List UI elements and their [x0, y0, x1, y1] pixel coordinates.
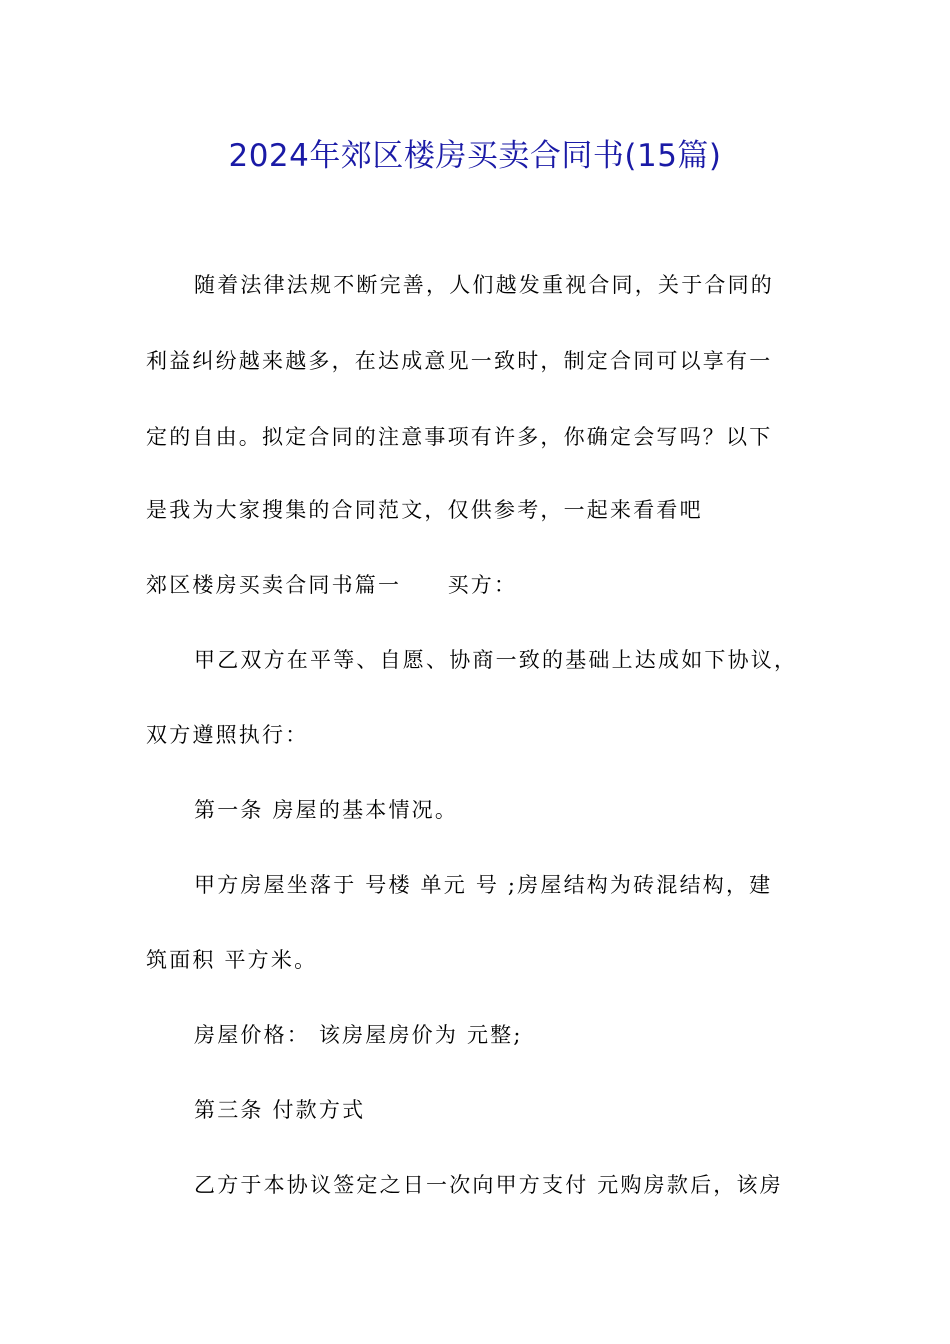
- article-1-heading: 第一条 房屋的基本情况。: [194, 798, 459, 822]
- intro-line-2: 利益纠纷越来越多，在达成意见一致时，制定合同可以享有一: [146, 349, 773, 373]
- section-heading-line: 郊区楼房买卖合同书篇一 买方：: [146, 573, 518, 597]
- intro-line-3: 定的自由。拟定合同的注意事项有许多，你确定会写吗？以下: [146, 425, 773, 449]
- agreement-line-2: 双方遵照执行：: [146, 723, 309, 747]
- intro-line-4: 是我为大家搜集的合同范文，仅供参考，一起来看看吧: [146, 498, 703, 522]
- property-location-line-1: 甲方房屋坐落于 号楼 单元 号 ;房屋结构为砖混结构，建: [194, 873, 773, 897]
- property-location-line-2: 筑面积 平方米。: [146, 948, 318, 972]
- intro-line-1: 随着法律法规不断完善，人们越发重视合同，关于合同的: [194, 273, 774, 297]
- payment-line-1: 乙方于本协议签定之日一次向甲方支付 元购房款后，该房: [194, 1173, 783, 1197]
- article-3-heading: 第三条 付款方式: [194, 1098, 366, 1122]
- property-price-line: 房屋价格： 该房屋房价为 元整;: [194, 1023, 523, 1047]
- document-title: 2024年郊区楼房买卖合同书(15篇): [228, 138, 722, 174]
- agreement-line-1: 甲乙双方在平等、自愿、协商一致的基础上达成如下协议，: [194, 648, 798, 672]
